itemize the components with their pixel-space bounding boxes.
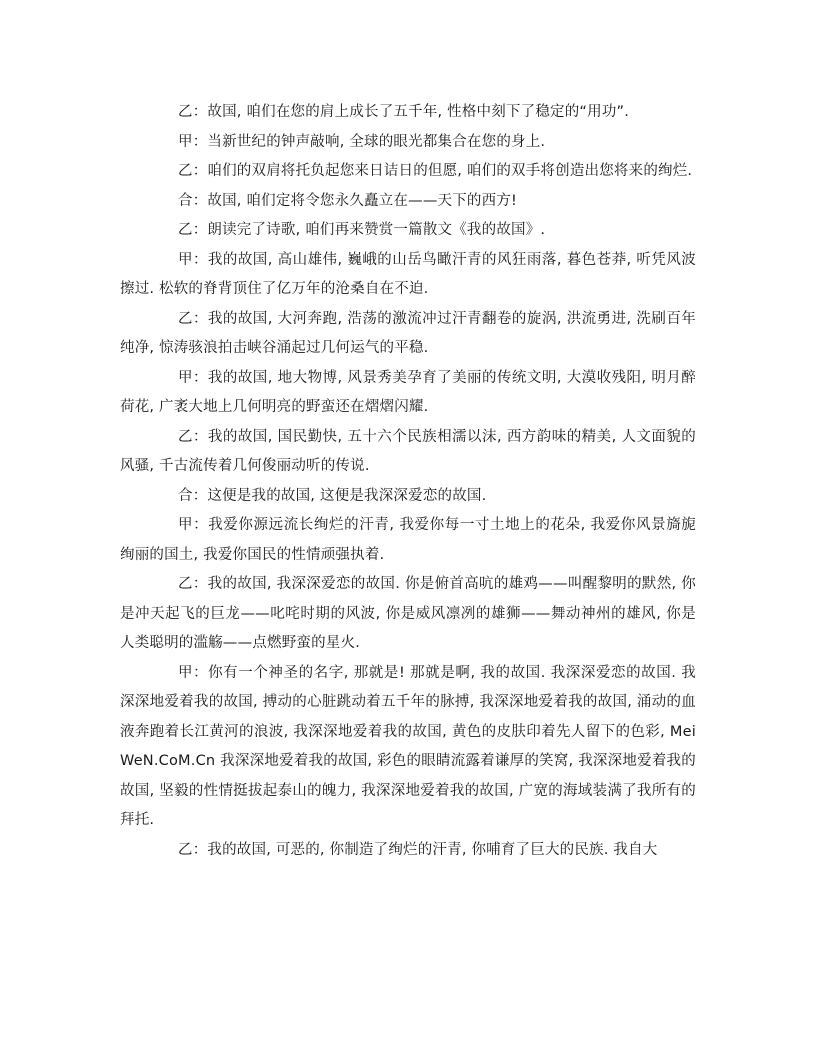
paragraph: 乙：我的故国, 国民勤快, 五十六个民族相濡以沫, 西方韵味的精美, 人文面貌的风骚, 千古流传着几何俊丽动听的传说. — [120, 428, 696, 474]
paragraph: 甲：我爱你源远流长绚烂的汗青, 我爱你每一寸土地上的花朵, 我爱你风景旖旎绚丽的国土, 我爱你国民的性情顽强执着. — [120, 517, 696, 563]
paragraph: 合：故国, 咱们定将令您永久矗立在——天下的西方! — [178, 192, 518, 209]
document-body — [120, 98, 696, 865]
paragraph: 乙：朗读完了诗歌, 咱们再来赞赏一篇散文《我的故国》. — [178, 222, 546, 238]
paragraph: 乙：我的故国, 我深深爱恋的故国. 你是俯首高吭的雄鸡——叫醒黎明的默然, 你是冲天起飞的巨龙——叱咤时期的风波, 你是威风凛冽的雄狮——舞动神州的雄风, 你是人类聪明的滥觞——点燃野蛮的星火. — [120, 576, 696, 651]
paragraph: 甲：当新世纪的钟声敲响, 全球的眼光都集合在您的身上. — [178, 133, 546, 150]
paragraph: 乙：咱们的双肩将托负起您来日诘日的但愿, 咱们的双手将创造出您将来的绚烂. — [178, 163, 693, 179]
paragraph: 乙：我的故国, 可恶的, 你制造了绚烂的汗青, 你哺育了巨大的民族. 我自大 — [178, 841, 658, 858]
paragraph: 甲：我的故国, 地大物博, 风景秀美孕育了美丽的传统文明, 大漠收残阳, 明月醉荷花, 广袤大地上几何明亮的野蛮还在熠熠闪耀. — [120, 369, 696, 415]
paragraph: 甲：我的故国, 高山雄伟, 巍峨的山岳鸟瞰汗青的风狂雨落, 暮色苍莽, 听凭风波擦过. 松软的脊背顶住了亿万年的沧桑自在不迫. — [120, 251, 696, 297]
paragraph: 甲：你有一个神圣的名字, 那就是! 那就是啊, 我的故国. 我深深爱恋的故国. 我深深地爱着我的故国, 搏动的心脏跳动着五千年的脉搏, 我深深地爱着我的故国, 涌动的血液奔跑着长江黄河的浪波, 我深深地爱着我的故国, 黄色的皮肤印着先人留下的色彩, MeiWeN.CoM.Cn 我深深地爱着我的故国, 彩色的眼睛流露着谦厚的笑窝, 我深深地爱着我的故国, 坚毅的性情挺拔起泰山的魄力, 我深深地爱着我的故国, 广宽的海域装满了我所有的拜托. — [120, 664, 696, 828]
paragraph: 合：这便是我的故国, 这便是我深深爱恋的故国. — [178, 487, 487, 504]
paragraph: 乙：故国, 咱们在您的肩上成长了五千年, 性格中刻下了稳定的“用功”. — [178, 104, 630, 120]
paragraph: 乙：我的故国, 大河奔跑, 浩荡的激流冲过汗青翻卷的旋涡, 洪流勇进, 洗刷百年纯净, 惊涛骇浪拍击峡谷涌起过几何运气的平稳. — [120, 310, 696, 356]
